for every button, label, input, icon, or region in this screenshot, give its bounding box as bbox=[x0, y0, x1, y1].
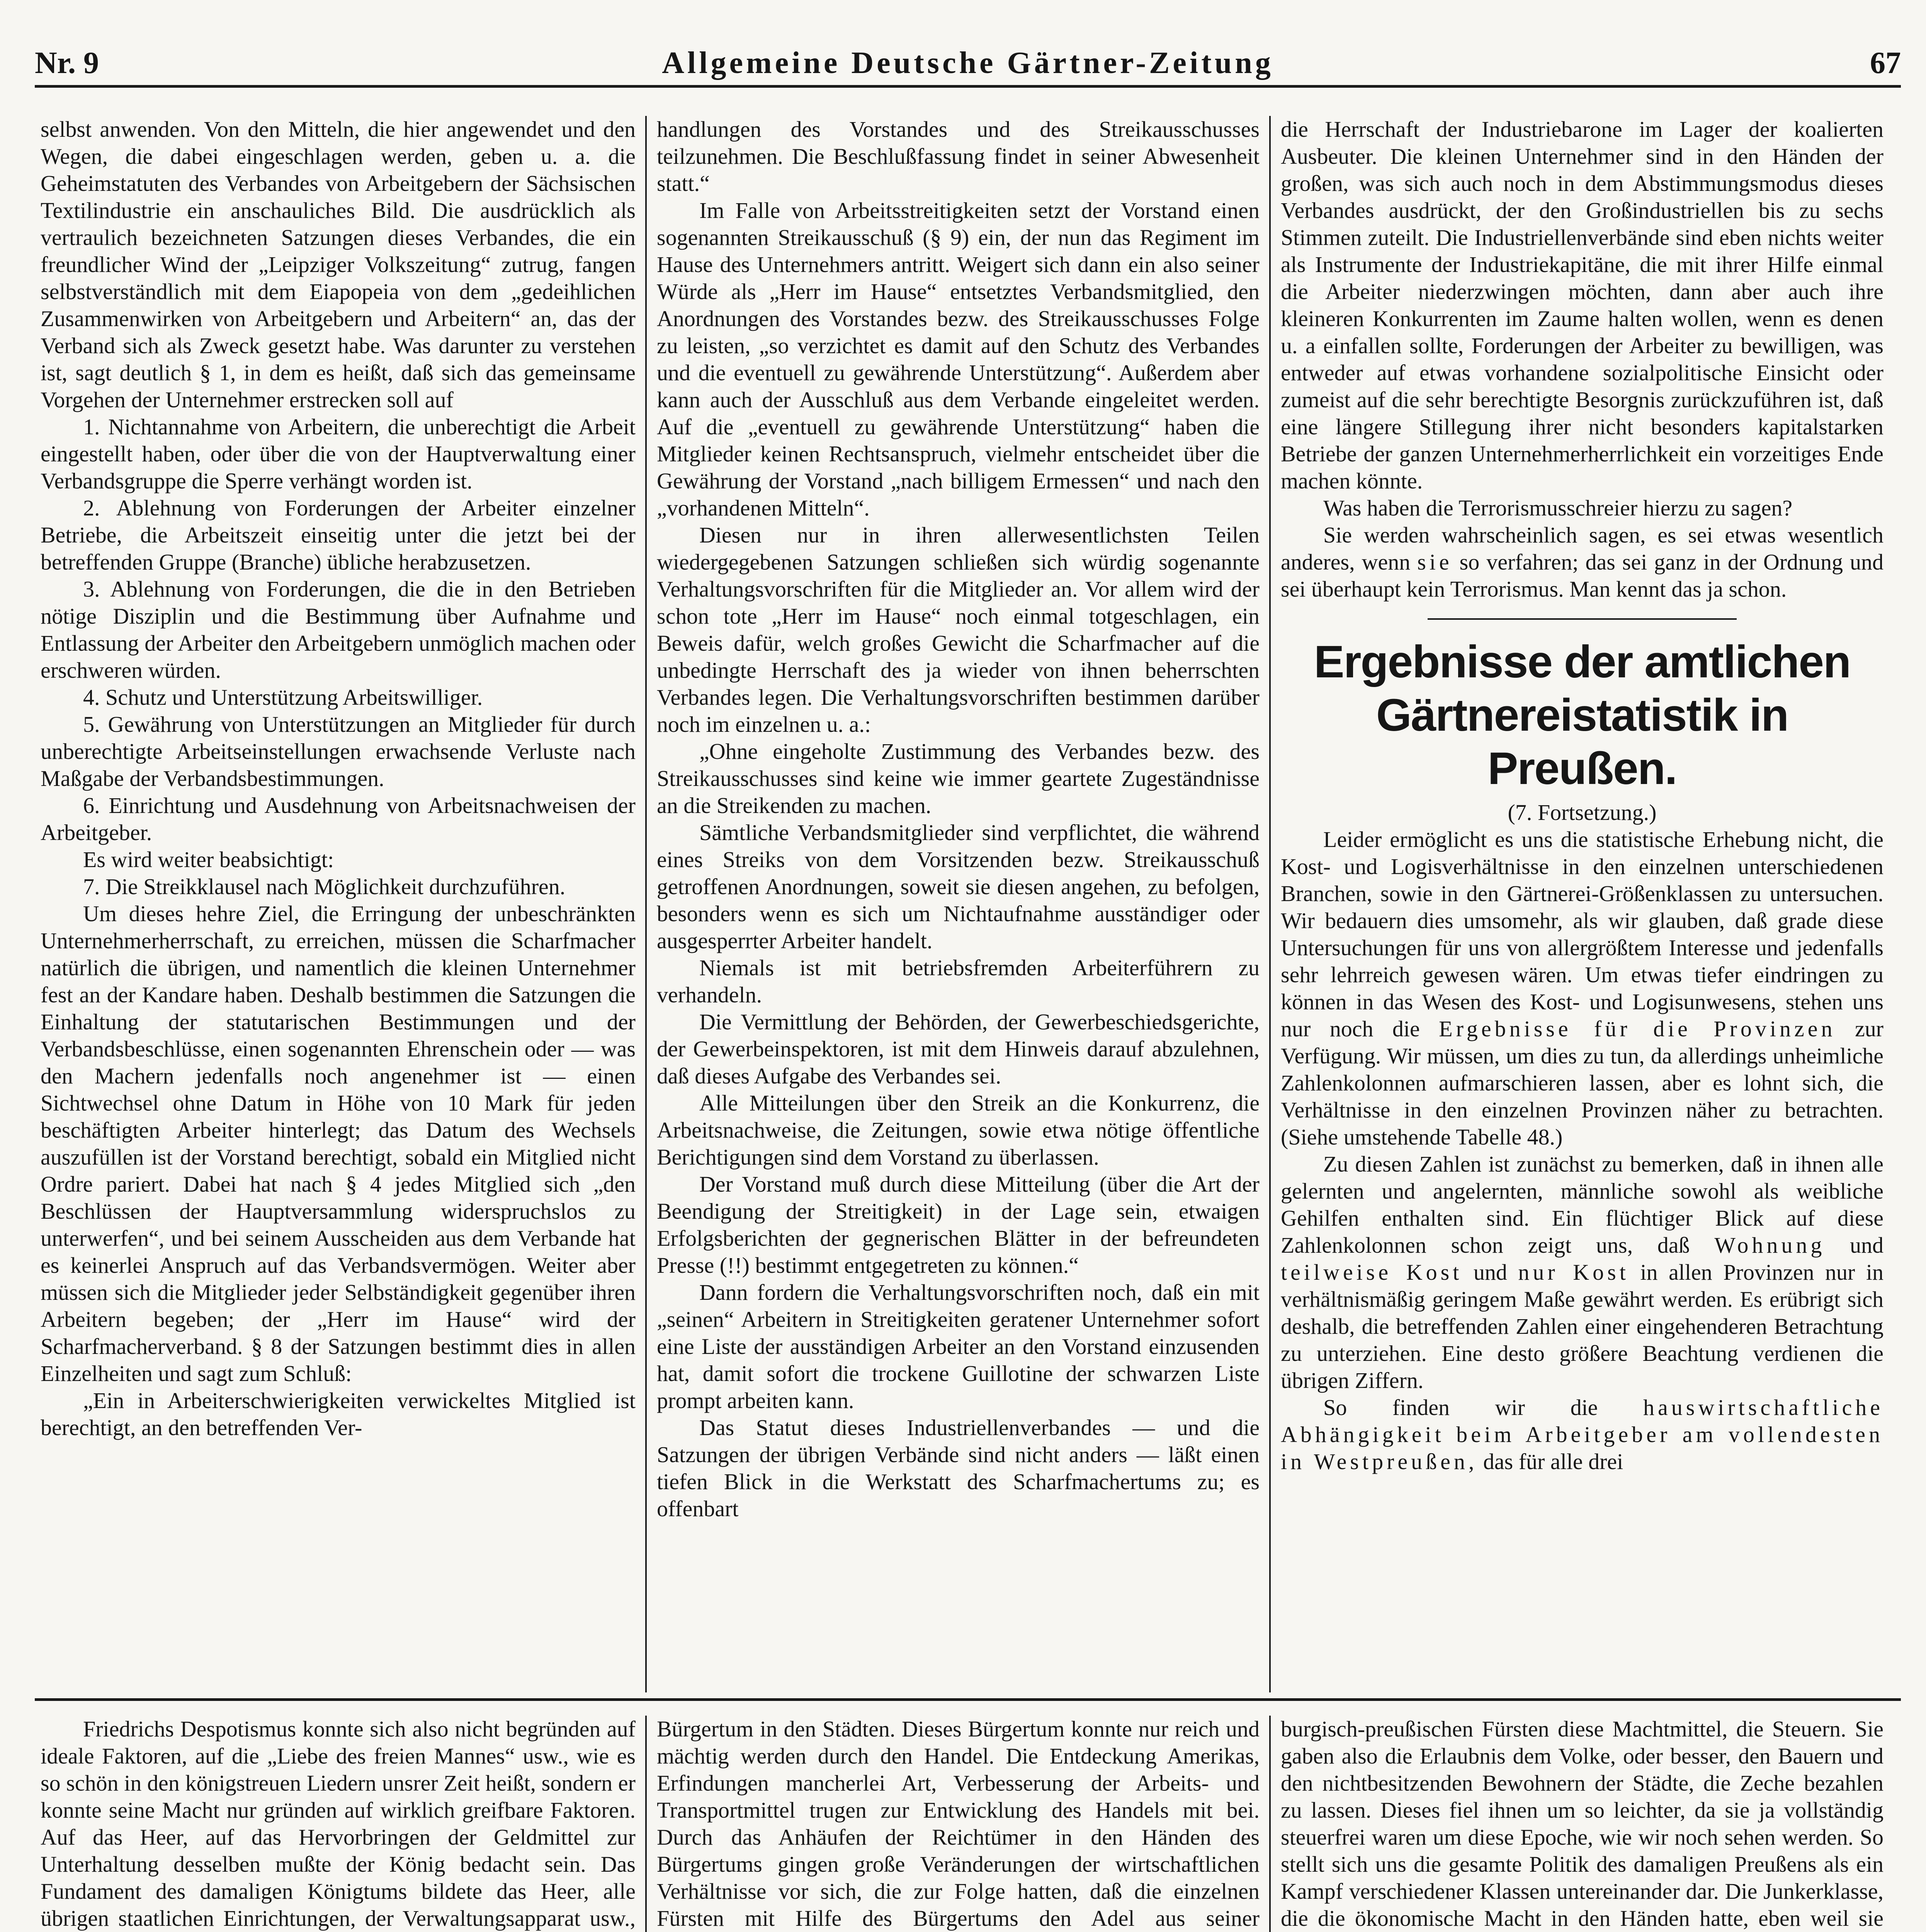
list-item: 6. Einrichtung und Ausdehnung von Arbeitsnachweisen der Arbeitgeber. bbox=[41, 793, 636, 845]
section-rule bbox=[35, 1698, 1901, 1701]
paragraph: Diesen nur in ihren allerwesentlichsten Teilen wiedergegebenen Satzungen schließen sich würdig sogenannte Verhaltungsvorschriften für die Mitglieder an. Vor allem wird der schon tote „Herr im Hause“ noch einmal totgeschlagen, ein Beweis dafür, welch großes Gewicht die Scharfmacher auf die unbedingte Herrschaft des ja wieder von ihnen beherrschten Verbandes legen. Die Verhaltungsvorschriften bestimmen darüber noch im einzelnen u. a.: bbox=[657, 522, 1260, 737]
page-number: 67 bbox=[1870, 46, 1901, 80]
paragraph: Die Vermittlung der Behörden, der Gewerbeschiedsgerichte, der Gewerbeinspektoren, ist mit dem Hinweis darauf abzulehnen, daß dieses Aufgabe des Verbandes sei. bbox=[657, 1009, 1260, 1088]
paragraph: Das Statut dieses Industriellenverbandes — und die Satzungen der übrigen Verbände sind nicht anders — läßt einen tiefen Blick in die Werkstatt des Scharfmachertums zu; es offenbart bbox=[657, 1415, 1260, 1521]
section-divider bbox=[1428, 618, 1737, 620]
paragraph: Um dieses hehre Ziel, die Erringung der unbeschränkten Unternehmerherrschaft, zu erreichen, müssen die Scharfmacher natürlich die übrigen, und namentlich die kleinen Unternehmer fest an der Kandare haben. Deshalb bestimmen die Satzungen die Einhaltung der statutarischen Bestimmungen und der Verbandsbeschlüsse, einen sogenannten Ehrenschein oder — was den Machern jedenfalls noch angenehmer ist — einen Sichtwechsel ohne Datum in Höhe von 10 Mark für jeden beschäftigten Arbeiter hinterlegt; das Datum des Wechsels auszufüllen ist der Vorstand berechtigt, sobald ein Mitglied nicht Ordre pariert. Dabei hat nach § 4 jedes Mitglied sich „den Beschlüssen der Hauptversammlung widerspruchslos zu unterwerfen“, und bei seinem Ausscheiden aus dem Verbande hat es keinerlei Anspruch auf das Verbandsvermögen. Weiter aber müssen sich die Mitglieder jeder Selbständigkeit gegenüber ihren Arbeitern begeben; der „Herr im Hause“ wird der Scharfmacherverband. § 8 der Satzungen bestimmt dies in allen Einzelheiten und sagt zum Schluß: bbox=[41, 901, 636, 1386]
list-item: 3. Ablehnung von Forderungen, die die in den Betrieben nötige Disziplin und die Bestimmung über Aufnahme und Entlassung der Arbeiter den Arbeitgebern unmöglich machen oder erschweren würden. bbox=[41, 577, 636, 683]
paragraph: Niemals ist mit betriebsfremden Arbeiterführern zu verhandeln. bbox=[657, 955, 1260, 1007]
top-column-2 bbox=[657, 116, 1260, 1692]
column-divider bbox=[645, 1716, 647, 1932]
paragraph: Im Falle von Arbeitsstreitigkeiten setzt der Vorstand einen sogenannten Streikausschuß (§ 9) ein, der nun das Regiment im Hause des Unternehmers antritt. Weigert sich dann ein also seiner Würde als „Herr im Hause“ entsetztes Verbandsmitglied, den Anordnungen des Vorstandes bezw. des Streikausschusses Folge zu leisten, „so verzichtet es damit auf den Schutz des Verbandes und die eventuell zu gewährende Unterstützung“. Außerdem aber kann auch der Ausschluß aus dem Verbande eingeleitet werden. Auf die „eventuell zu gewährende Unterstützung“ haben die Mitglieder keinen Rechtsanspruch, vielmehr entscheidet über die Gewährung der Vorstand „nach billigem Ermessen“ und nach den „vorhandenen Mitteln“. bbox=[657, 198, 1260, 520]
paragraph: Friedrichs Despotismus konnte sich also nicht begründen auf ideale Faktoren, auf die „Liebe des freien Mannes“ usw., wie es so schön in den königstreuen Liedern unsrer Zeit heißt, sondern er konnte seine Macht nur gründen auf wirklich greifbare Faktoren. Auf das Heer, auf das Hervorbringen der Geldmittel zur Unterhaltung desselben mußte der König bedacht sein. Das Fundament des damaligen Königtums bildete das Heer, alle übrigen staatlichen Einrichtungen, der Verwaltungsapparat usw., bbox=[41, 1716, 636, 1931]
paragraph: Sämtliche Verbandsmitglieder sind verpflichtet, die während eines Streiks von dem Vorsitzenden bezw. Streikausschuß getroffenen Anordnungen, soweit sie diesen angehen, zu befolgen, besonders wenn es sich um Nichtaufnahme ausständiger oder ausgesperrter Arbeiter handelt. bbox=[657, 820, 1260, 953]
bottom-column-1 bbox=[41, 1716, 636, 1932]
issue-number: Nr. 9 bbox=[35, 46, 99, 80]
paragraph: burgisch-preußischen Fürsten diese Machtmittel, die Steuern. Sie gaben also die Erlaubnis dem Volke, oder besser, den Bauern und den nichtbesitzenden Bewohnern der Städte, die Zeche bezahlen zu lassen. Dieses fiel ihnen um so leichter, da sie ja vollständig steuerfrei waren um diese Epoche, wie wir noch sehen werden. So stellt sich uns die gesamte Politik des damaligen Preußens als ein Kampf verschiedener Klassen untereinander dar. Die Junkerklasse, die die ökonomische Macht in den Händen hatte, eben weil sie bbox=[1281, 1716, 1884, 1931]
list-item: 2. Ablehnung von Forderungen der Arbeiter einzelner Betriebe, die Arbeitszeit einseitig unter die jetzt bei der betreffenden Gruppe (Branche) übliche herabzusetzen. bbox=[41, 495, 636, 575]
top-column-1 bbox=[41, 116, 636, 1692]
newspaper-title: Allgemeine Deutsche Gärtner-Zeitung bbox=[662, 46, 1274, 80]
column-divider bbox=[1269, 1716, 1271, 1932]
paragraph: die Herrschaft der Industriebarone im Lager der koalierten Ausbeuter. Die kleinen Unternehmer sind in den Händen der großen, was sich auch noch in dem Abstimmungsmodus dieses Verbandes ausdrückt, der den Großindustriellen bis zu sechs Stimmen zuteilt. Die Industriellenverbände sind eben nichts weiter als Instrumente der Industriekapitäne, die mit ihrer Hilfe einmal die Arbeiter niederzwingen möchten, dann aber auch ihre kleineren Konkurrenten im Zaume halten wollen, wenn es denen u. a einfallen sollte, Forderungen der Arbeiter zu bewilligen, was entweder auf etwas vorhandene sozialpolitische Einsicht oder zumeist auf die sehr berechtigte Besorgnis zurückzuführen ist, daß eine längere Stillegung ihrer nicht besonders kapitalstarken Betriebe der ganzen Unternehmerherrlichkeit ein vorzeitiges Ende machen könnte. bbox=[1281, 117, 1884, 493]
page-header bbox=[35, 43, 1901, 88]
article-headline bbox=[1281, 635, 1884, 795]
bottom-column-2 bbox=[657, 1716, 1260, 1932]
paragraph: „Ein in Arbeiterschwierigkeiten verwickeltes Mitglied ist berechtigt, an den betreffenden Ver- bbox=[41, 1388, 636, 1440]
paragraph: Der Vorstand muß durch diese Mitteilung (über die Art der Beendigung der Streitigkeit) in der Lage sein, etwaigen Erfolgsberichten der gegnerischen Blätter in der befreundeten Presse (!!) bestimmt entgegetreten zu können.“ bbox=[657, 1172, 1260, 1278]
paragraph: So finden wir die hauswirtschaftliche Abhängigkeit beim Arbeitgeber am vollendesten in Westpreußen, das für alle drei bbox=[1281, 1395, 1884, 1474]
column-divider bbox=[1269, 116, 1271, 1692]
list-item: 4. Schutz und Unterstützung Arbeitswilliger. bbox=[83, 685, 483, 710]
headline-line: Ergebnisse der amtlichen bbox=[1314, 636, 1851, 687]
paragraph: Was haben die Terrorismusschreier hierzu zu sagen? bbox=[1323, 495, 1793, 520]
list-item: 1. Nichtannahme von Arbeitern, die unberechtigt die Arbeit eingestellt haben, oder über die von der Hauptverwaltung einer Verbandsgruppe die Sperre verhängt worden ist. bbox=[41, 414, 636, 493]
top-column-3 bbox=[1281, 116, 1884, 1692]
paragraph: handlungen des Vorstandes und des Streikausschusses teilzunehmen. Die Beschlußfassung findet in seiner Abwesenheit statt.“ bbox=[657, 117, 1260, 196]
paragraph: Dann fordern die Verhaltungsvorschriften noch, daß ein mit „seinen“ Arbeitern in Streitigkeiten geratener Unternehmer sofort eine Liste der ausständigen Arbeiter an den Vorstand einzusenden hat, damit sofort die trockene Guillotine der schwarzen Liste prompt arbeiten kann. bbox=[657, 1280, 1260, 1413]
list-item: 7. Die Streikklausel nach Möglichkeit durchzuführen. bbox=[83, 874, 566, 899]
paragraph: Zu diesen Zahlen ist zunächst zu bemerken, daß in ihnen alle gelernten und angelernten, männliche sowohl als weibliche Gehilfen enthalten sind. Ein flüchtiger Blick auf diese Zahlenkolonnen schon zeigt uns, daß Wohnung und teilweise Kost und nur Kost in allen Provinzen nur in verhältnismäßig geringem Maße gewährt werden. Es erübrigt sich deshalb, die betreffenden Zahlen einer eingehenderen Betrachtung zu unterziehen. Eine desto größere Beachtung verdienen die übrigen Ziffern. bbox=[1281, 1151, 1884, 1393]
column-divider bbox=[645, 116, 647, 1692]
paragraph: „Ohne eingeholte Zustimmung des Verbandes bezw. des Streikausschusses sind keine wie immer geartete Zugeständnisse an die Streikenden zu machen. bbox=[657, 739, 1260, 818]
bottom-column-3 bbox=[1281, 1716, 1884, 1932]
headline-line: Gärtnereistatistik in Preußen. bbox=[1376, 690, 1788, 794]
paragraph: Alle Mitteilungen über den Streik an die Konkurrenz, die Arbeitsnachweise, die Zeitungen, sowie etwa nötige öffentliche Berichtigungen sind dem Vorstand zu überlassen. bbox=[657, 1090, 1260, 1170]
paragraph: Sie werden wahrscheinlich sagen, es sei etwas wesentlich anderes, wenn sie so verfahren; das sei ganz in der Ordnung und sei überhaupt kein Terrorismus. Man kennt das ja schon. bbox=[1281, 522, 1884, 602]
list-item: 5. Gewährung von Unterstützungen an Mitglieder für durch unberechtigte Arbeitseinstellungen erwachsende Verluste nach Maßgabe der Verbandsbestimmungen. bbox=[41, 712, 636, 791]
list-item: Es wird weiter beabsichtigt: bbox=[83, 847, 334, 872]
paragraph: Leider ermöglicht es uns die statistische Erhebung nicht, die Kost- und Logisverhältnisse in den einzelnen unterschiedenen Branchen, sowie in den Gärtnerei-Größenklassen zu untersuchen. Wir bedauern dies umsomehr, als wir glauben, daß grade diese Untersuchungen für uns von allergrößtem Interesse und jedenfalls sehr lehrreich gewesen wären. Um etwas tiefer eindringen zu können in das Wesen des Kost- und Logisunwesens, stehen uns nur noch die Ergebnisse für die Provinzen zur Verfügung. Wir müssen, um dies zu tun, da allerdings unheimliche Zahlenkolonnen aufmarschieren lassen, aber es lohnt sich, die Verhältnisse in den einzelnen Provinzen näher zu betrachten. (Siehe umstehende Tabelle 48.) bbox=[1281, 827, 1884, 1150]
article-subhead: (7. Fortsetzung.) bbox=[1508, 800, 1657, 825]
paragraph: selbst anwenden. Von den Mitteln, die hier angewendet und den Wegen, die dabei eingeschlagen werden, geben u. a. die Geheimstatuten des Verbandes von Arbeitgebern der Sächsischen Textilindustrie ein anschauliches Bild. Die ausdrücklich als vertraulich bezeichneten Satzungen dieses Verbandes, die ein freundlicher Wind der „Leipziger Volkszeitung“ zutrug, fangen selbstverständlich mit dem Eiapopeia von dem „gedeihlichen Zusammenwirken von Arbeitgebern und Arbeitern“ an, das der Verband sich als Zweck gesetzt habe. Was darunter zu verstehen ist, sagt deutlich § 1, in dem es heißt, daß sich das gemeinsame Vorgehen der Unternehmer erstrecken soll auf bbox=[41, 117, 636, 412]
paragraph: Bürgertum in den Städten. Dieses Bürgertum konnte nur reich und mächtig werden durch den Handel. Die Entdeckung Amerikas, Erfindungen mancherlei Art, Verbesserung der Arbeits- und Transportmittel trugen zur Entwicklung des Handels mit bei. Durch das Anhäufen der Reichtümer in den Händen des Bürgertums gingen große Veränderungen der wirtschaftlichen Verhältnisse vor sich, die zur Folge hatten, daß die einzelnen Fürsten mit Hilfe des Bürgertums den Adel aus seiner bbox=[657, 1716, 1260, 1931]
